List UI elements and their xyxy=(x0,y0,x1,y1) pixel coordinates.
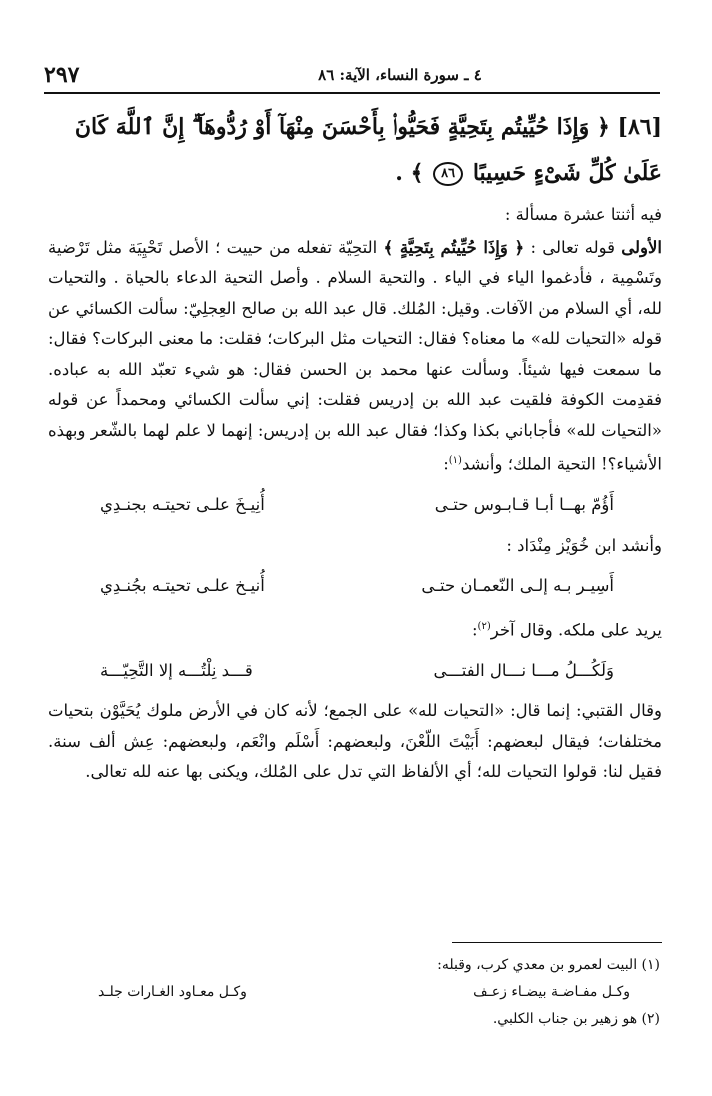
poem-line-1 xyxy=(48,490,662,521)
paragraph-text: التحِيّة تفعله من حييت ؛ الأصل تَحْيِيَة مثل تَرْضية وتَسْمِية ، فأدغموا الياء في الياء . والتحية السلام . وأصل التحية الدعاء بالحياة . والتحيات لله، أي السلام من الآفات. وقيل: المُلك. قال عبد الله بن صالح العِجلِيّ: سألت الكسائي عن قوله «التحيات لله» ما معناه؟ فقال: التحيات مثل البركات؛ فقلت: ما معنى البركات؟ فقال: ما سمعت فيها شيئاً. وسألت عنها محمد بن الحسن فقال: هو شيء تعبّد الله به عباده. فقدِمت الكوفة فلقيت عبد الله بن إدريس فقلت: إني سألت الكسائي ومحمداً عن قوله «التحيات لله» فأجاباني بكذا وكذا؛ فقال عبد الله بن إدريس: إنهما لا علم لهما بالشّعر وبهذه الأشياء؟! التحية الملك؛ وأنشد xyxy=(48,237,662,474)
verse-number: [٨٦] xyxy=(617,114,662,140)
paragraph-end: : xyxy=(443,454,449,474)
footnotes xyxy=(48,952,660,1033)
poem-line-2 xyxy=(48,571,662,602)
poem-line-3 xyxy=(48,656,662,687)
paragraph-1 xyxy=(48,233,662,481)
footnote-ref-2: (٢) xyxy=(477,620,491,632)
line-3-text: يريد على ملكه. وقال آخر xyxy=(490,620,662,639)
paragraph-lead: قوله تعالى : xyxy=(530,237,616,257)
running-title: ٤ ـ سورة النساء، الآية: ٨٦ xyxy=(318,66,482,84)
poem-3-first-hemistich: وَلَكُـــلُ مـــا نـــال الفتـــى xyxy=(433,660,614,680)
paragraph-quote: ﴿ وَإِذَا حُيِّيتُم بِتَحِيَّةٍ ﴾ xyxy=(383,237,525,257)
footnote-poem-first-hemistich: وكـل مفـاضـة بيضـاء زعـف xyxy=(473,984,630,1000)
verse-closing: ﴾ . xyxy=(395,160,424,186)
footnote-2: (٢) هو زهير بن جناب الكلبي. xyxy=(492,1011,660,1027)
header-rule xyxy=(44,92,660,94)
intro-line: فيه أثنتا عشرة مسألة : xyxy=(504,205,662,224)
line-3 xyxy=(48,612,662,646)
poem-2-second-hemistich: أُنيـخ علـى تحيتـه بجُنـدِي xyxy=(100,576,265,595)
ayah-marker: ٨٦ xyxy=(433,162,463,186)
line-3-end: : xyxy=(471,620,478,639)
footnote-rule xyxy=(452,942,662,943)
line-2: وأنشد ابن خُوَيْز مِنْدَاد : xyxy=(506,535,662,555)
footnote-1-poem xyxy=(48,979,660,1006)
poem-3-second-hemistich: قـــد نِلْتُـــه إلا التَّحِيّـــة xyxy=(100,660,253,680)
footnote-1: (١) البيت لعمرو بن معدي كرب، وقبله: xyxy=(437,957,660,973)
page-number: ٢٩٧ xyxy=(44,62,80,88)
quran-verse xyxy=(48,104,662,196)
poem-1-first-hemistich: أَؤُمّ بهــا أبـا قـابـوس حتـى xyxy=(434,495,614,514)
verse-text: ﴿ وَإِذَا حُيِّيتُم بِتَحِيَّةٍ فَحَيُّوا۟ بِأَحْسَنَ مِنْهَآ أَوْ رُدُّوهَآ ۗ إِنَّ ٱللَّهَ كَانَ عَلَىٰ كُلِّ شَىْءٍ حَسِيبًا xyxy=(74,114,662,186)
footnote-poem-second-hemistich: وكـل معـاود الغـارات جلـد xyxy=(98,984,247,1000)
final-paragraph: وقال القتبي: إنما قال: «التحيات لله» على الجمع؛ لأنه كان في الأرض ملوك يُحَيَّوْن بتحيات مختلفات؛ فيقال لبعضهم: أَبَيْتَ اللّعْنَ، ولبعضهم: أَسْلَم وانْعَم، ولبعضهم: عِش ألف سنة. فقيل لنا: قولوا التحيات لله؛ أي الألفاظ التي تدل على المُلك، ويكنى بها عنه لله تعالى. xyxy=(48,701,662,781)
commentary-body xyxy=(48,200,662,788)
poem-1-second-hemistich: أُنِيـخَ علـى تحيتـه بجنـدِي xyxy=(100,495,265,514)
poem-2-first-hemistich: أَسِيـر بـه إلـى النّعمـان حتـى xyxy=(421,576,614,595)
page-header xyxy=(40,60,662,92)
footnote-ref-1: (١) xyxy=(448,455,462,466)
masala-label: الأولى xyxy=(621,237,662,257)
